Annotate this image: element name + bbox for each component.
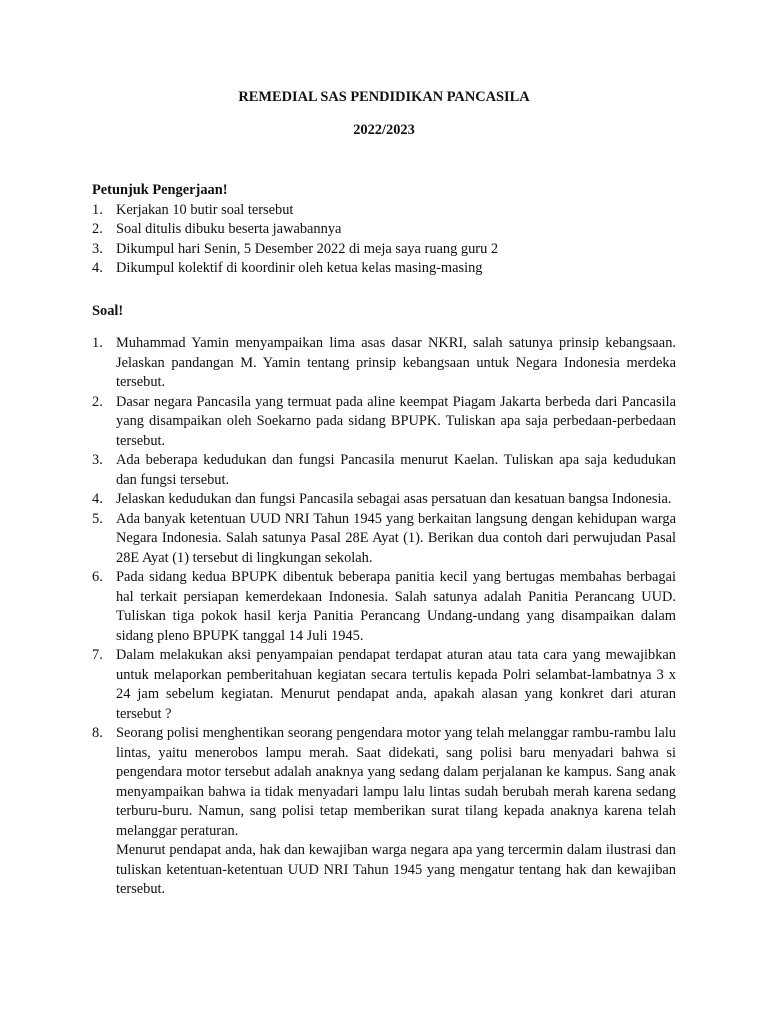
question-item	[92, 510, 676, 569]
question-item	[92, 646, 676, 724]
instructions-heading: Petunjuk Pengerjaan!	[92, 182, 228, 198]
instruction-item	[92, 240, 676, 260]
instruction-text: Dikumpul hari Senin, 5 Desember 2022 di meja saya ruang guru 2	[116, 240, 499, 257]
question-number: 3.	[92, 452, 103, 468]
questions-list	[92, 334, 676, 900]
question-number: 5.	[92, 510, 103, 527]
question-text: Jelaskan kedudukan dan fungsi Pancasila sebagai asas persatuan dan kesatuan bangsa Indonesia.	[116, 491, 672, 507]
question-text: Pada sidang kedua BPUPK dibentuk beberapa panitia kecil yang bertugas membahas berbagai hal terkait persiapan kemerdekaan Indonesia. Salah satunya adalah Panitia Perancang UUD. Tuliskan tiga pokok hasil kerja Panitia Perancang Undang-undang yang disampaikan dalam sidang pleno BPUPK tanggal 14 Juli 1945.	[116, 569, 676, 644]
instruction-text: Soal ditulis dibuku beserta jawabannya	[116, 221, 342, 237]
instruction-item	[92, 220, 676, 240]
question-number: 1.	[92, 335, 103, 351]
instruction-number: 1.	[92, 201, 103, 218]
question-number: 7.	[92, 647, 103, 663]
question-item	[92, 334, 676, 393]
document-page	[92, 88, 676, 900]
questions-heading: Soal!	[92, 302, 124, 319]
question-item	[92, 568, 676, 646]
instructions-list	[92, 201, 676, 279]
question-text-continued: Menurut pendapat anda, hak dan kewajiban warga negara apa yang tercermin dalam ilustrasi dan tuliskan ketentuan-ketentuan UUD NRI Tahun 1945 yang mengatur tentang hak dan kewajiban tersebut.	[116, 842, 676, 897]
question-item	[92, 724, 676, 900]
question-text: Ada banyak ketentuan UUD NRI Tahun 1945 yang berkaitan langsung dengan kehidupan warga Negara Indonesia. Salah satunya Pasal 28E Ayat (1). Berikan dua contoh dari perwujudan Pasal 28E Ayat (1) tersebut di lingkungan sekolah.	[116, 510, 676, 566]
question-text: Muhammad Yamin menyampaikan lima asas dasar NKRI, salah satunya prinsip kebangsaan. Jelaskan pandangan M. Yamin tentang prinsip kebangsaan untuk Negara Indonesia merdeka tersebut.	[116, 335, 676, 390]
question-number: 2.	[92, 393, 103, 410]
question-number: 6.	[92, 569, 103, 585]
instruction-number: 3.	[92, 240, 103, 257]
question-item	[92, 393, 676, 452]
question-number: 8.	[92, 725, 103, 741]
instruction-number: 2.	[92, 221, 103, 237]
question-text: Dasar negara Pancasila yang termuat pada aline keempat Piagam Jakarta berbeda dari Pancasila yang disampaikan oleh Soekarno pada sidang BPUPK. Tuliskan apa saja perbedaan-perbedaan tersebut.	[116, 393, 676, 449]
instruction-item	[92, 259, 676, 279]
question-text: Seorang polisi menghentikan seorang pengendara motor yang telah melanggar rambu-rambu lalu lintas, yaitu menerobos lampu merah. Saat didekati, sang polisi baru menyadari bahwa si pengendara motor tersebut adalah anaknya yang sedang dalam perjalanan ke kampus. Sang anak menyampaikan bahwa ia tidak menyadari lampu lalu lintas sudah berubah merah karena sedang terburu-buru. Namun, sang polisi tetap memberikan surat tilang kepada anaknya karena telah melanggar peraturan.	[116, 725, 676, 839]
question-text: Dalam melakukan aksi penyampaian pendapat terdapat aturan atau tata cara yang mewajibkan untuk melaporkan pemberitahuan kegiatan secara tertulis kepada Polri selambat-lambatnya 3 x 24 jam sebelum kegiatan. Menurut pendapat anda, apakah alasan yang konkret dari aturan tersebut ?	[116, 647, 676, 722]
instruction-item	[92, 201, 676, 221]
document-year: 2022/2023	[353, 121, 415, 138]
question-item	[92, 490, 676, 510]
question-number: 4.	[92, 491, 103, 507]
instruction-text: Kerjakan 10 butir soal tersebut	[116, 201, 294, 218]
document-title: REMEDIAL SAS PENDIDIKAN PANCASILA	[238, 89, 530, 105]
question-item	[92, 451, 676, 490]
instruction-number: 4.	[92, 260, 103, 276]
instruction-text: Dikumpul kolektif di koordinir oleh ketua kelas masing-masing	[116, 260, 483, 276]
question-text: Ada beberapa kedudukan dan fungsi Pancasila menurut Kaelan. Tuliskan apa saja kedudukan dan fungsi tersebut.	[116, 452, 676, 488]
